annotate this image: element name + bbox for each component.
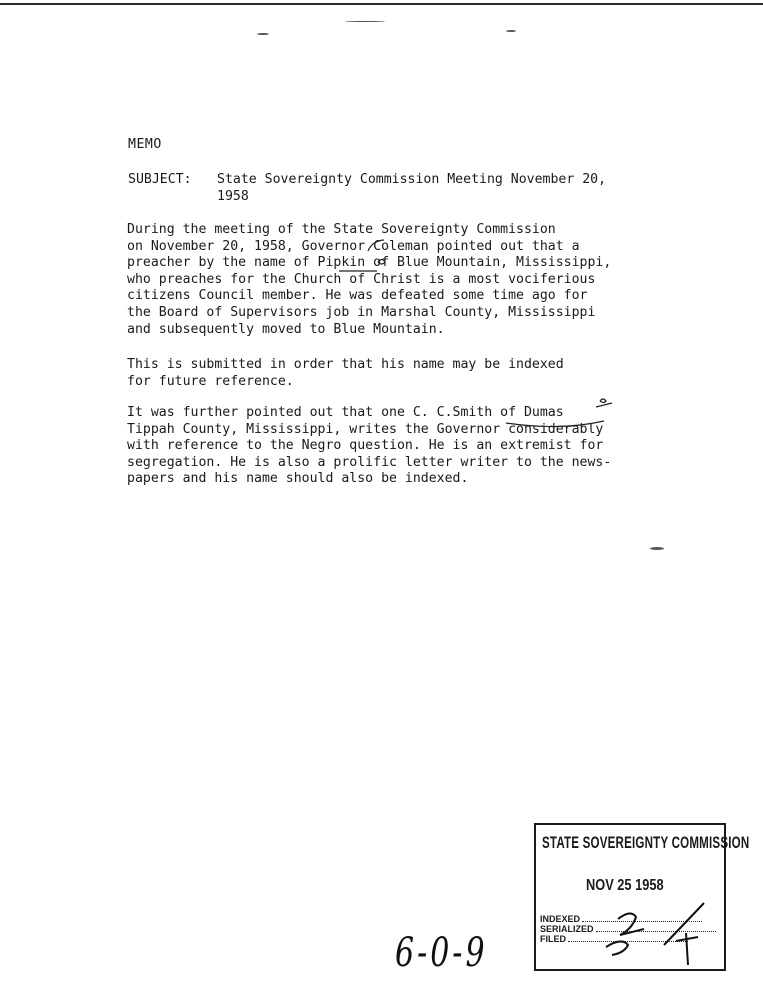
stamp-row-label: SERIALIZED bbox=[540, 924, 594, 934]
subject-text: State Sovereignty Commission Meeting November 20, 1958 bbox=[217, 172, 607, 204]
stamp-row-label: INDEXED bbox=[540, 914, 581, 924]
memo-paragraph: This is submitted in order that his name may be indexed for future reference. bbox=[127, 357, 564, 389]
handwritten-file-number: 6-0-9 bbox=[395, 930, 488, 976]
commission-stamp bbox=[534, 823, 750, 971]
memo-paragraph: During the meeting of the State Sovereignty Commission on November 20, 1958, Governor Coleman pointed out that a preacher by the name of Pipkin of Blue Mountain, Mississippi, who preaches for the Church of Christ is a most vociferious citizens Council member. He was defeated some time ago for the Board of Supervisors job in Marshal County, Mississippi and subsequently moved to Blue Mountain. bbox=[127, 222, 612, 337]
stamp-handwritten-marks bbox=[536, 825, 724, 969]
memo-paragraph: It was further pointed out that one C. C.Smith of Dumas Tippah County, Mississippi, writes the Governor considerably with reference to the Negro question. He is an extremist for segregation. He is also a prolific letter writer to the news- papers and his name should also be indexed. bbox=[127, 405, 612, 487]
subject-label: SUBJECT: bbox=[128, 172, 192, 187]
stamp-title: STATE SOVEREIGNTY COMMISSION bbox=[542, 833, 750, 852]
stamp-date: NOV 25 1958 bbox=[586, 877, 664, 894]
stamp-row-label: FILED bbox=[540, 934, 566, 944]
memo-heading: MEMO bbox=[128, 137, 162, 152]
